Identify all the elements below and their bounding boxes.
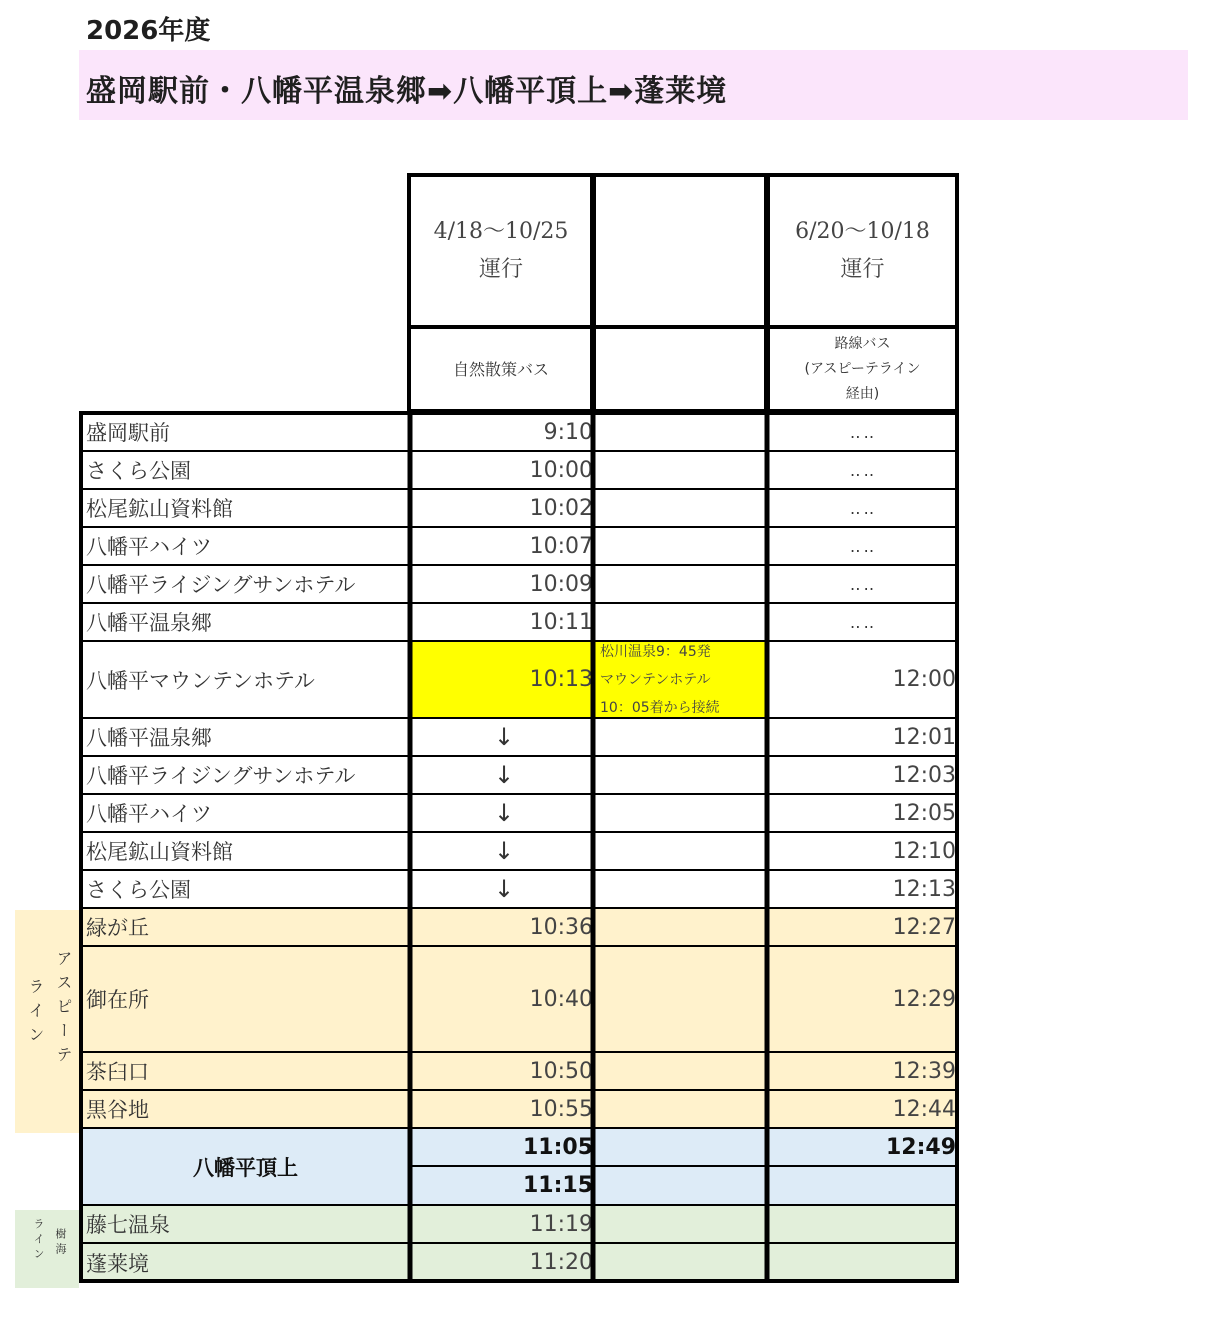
table-row (79, 908, 959, 946)
departure-time: 12:49 (885, 1134, 956, 1160)
stop-name: 八幡平温泉郷 (86, 611, 212, 635)
table-row (79, 1243, 959, 1282)
down-arrow-icon: ↓ (493, 837, 515, 865)
jukai-line-band (15, 1210, 79, 1288)
not-served-dots: ‥‥ (849, 536, 878, 556)
stop-name: 八幡平温泉郷 (86, 726, 212, 750)
departure-time: 10:07 (529, 533, 593, 559)
down-arrow-icon: ↓ (493, 723, 515, 751)
stop-name: 御在所 (86, 988, 149, 1012)
jukai-line-label-2: ライン (32, 1218, 45, 1263)
stop-name: 緑が丘 (86, 916, 149, 940)
table-row (79, 870, 959, 908)
departure-time: 10:02 (529, 495, 593, 521)
departure-time: 11:15 (522, 1173, 593, 1198)
stop-name: 松尾鉱山資料館 (86, 840, 233, 864)
stop-name: 松尾鉱山資料館 (86, 497, 233, 521)
blank-time-cell (596, 946, 768, 1052)
table-row (79, 1052, 959, 1090)
departure-time: 10:36 (529, 914, 593, 940)
departure-time: 10:50 (529, 1058, 593, 1084)
departure-time: 10:09 (529, 571, 593, 597)
connection-note-line: 10：05着から接続 (600, 699, 720, 716)
table-row (79, 565, 959, 603)
col1-type-header (411, 329, 591, 409)
departure-time (768, 1205, 959, 1243)
col3-status: 運行 (840, 257, 885, 282)
stop-name: 盛岡駅前 (86, 421, 170, 445)
blank-time-cell (596, 1052, 768, 1090)
blank-time-cell (596, 1205, 768, 1243)
down-arrow-icon: ↓ (493, 761, 515, 789)
blank-time-cell (596, 489, 768, 527)
table-row (79, 641, 959, 718)
table-row (79, 756, 959, 794)
blank-time-cell (596, 1243, 768, 1282)
departure-time: 12:05 (892, 800, 956, 826)
not-served-dots: ‥‥ (849, 574, 878, 594)
blank-time-cell (596, 1128, 768, 1205)
departure-time: 11:05 (522, 1134, 593, 1160)
departure-time: 12:27 (892, 914, 956, 940)
connection-note (596, 641, 768, 718)
stop-name: 八幡平頂上 (193, 1155, 298, 1180)
blank-time-cell (596, 413, 768, 451)
table-row (79, 946, 959, 1052)
table-row (79, 451, 959, 489)
col1-date: 4/18～10/25 (433, 219, 569, 244)
blank-time-cell (596, 908, 768, 946)
table-row (79, 718, 959, 756)
departure-time: 11:20 (529, 1250, 593, 1275)
departure-time: 12:13 (892, 876, 956, 902)
jukai-line-label-1: 樹海 (54, 1228, 67, 1258)
departure-time: 12:00 (892, 667, 956, 692)
col1-status: 運行 (478, 257, 523, 282)
table-row (79, 1205, 959, 1243)
stop-name: 八幡平マウンテンホテル (86, 668, 315, 693)
not-served-dots: ‥‥ (849, 422, 878, 442)
col3-date: 6/20～10/18 (795, 219, 930, 244)
departure-time: 10:55 (529, 1096, 593, 1122)
stop-name: さくら公園 (86, 878, 191, 902)
departure-time: 10:13 (412, 641, 596, 718)
col1-type: 自然散策バス (452, 359, 549, 379)
down-arrow-icon: ↓ (493, 875, 515, 903)
col3-type-header (770, 329, 955, 409)
table-row (79, 527, 959, 565)
blank-time-cell (596, 527, 768, 565)
table-row (79, 603, 959, 641)
departure-time: 12:03 (892, 762, 956, 788)
col3-type-line: (アスピーテライン (804, 360, 921, 377)
stop-name: 藤七温泉 (86, 1213, 170, 1237)
departure-time: 11:19 (529, 1211, 593, 1237)
departure-time: 12:29 (892, 986, 956, 1012)
departure-time: 12:10 (892, 838, 956, 864)
table-row (79, 1128, 959, 1205)
col1-date-header (411, 177, 591, 325)
not-served-dots: ‥‥ (849, 612, 878, 632)
aspite-line-label-2: ライン (26, 978, 45, 1050)
blank-time-cell (596, 870, 768, 908)
connection-note-line: 松川温泉9：45発 (600, 643, 711, 660)
blank-time-cell (596, 1090, 768, 1128)
down-arrow-icon: ↓ (493, 799, 515, 827)
stop-name: 八幡平ハイツ (86, 802, 212, 826)
departure-time: 9:10 (543, 419, 593, 445)
stop-name: さくら公園 (86, 459, 191, 483)
col3-date-header (770, 177, 955, 325)
departure-time: 12:39 (892, 1058, 956, 1084)
blank-time-cell (596, 832, 768, 870)
blank-time-cell (596, 756, 768, 794)
stop-name: 八幡平ライジングサンホテル (86, 573, 356, 597)
table-row (79, 832, 959, 870)
col3-type-line: 経由) (845, 385, 880, 402)
departure-time: 12:44 (892, 1096, 956, 1122)
table-row (79, 1090, 959, 1128)
stop-name: 八幡平ハイツ (86, 535, 212, 559)
departure-time: 10:11 (529, 609, 593, 635)
stop-name: 八幡平ライジングサンホテル (86, 764, 356, 788)
col3-type-line: 路線バス (834, 335, 891, 352)
departure-time: 10:00 (529, 457, 593, 483)
table-row (79, 794, 959, 832)
table-row (79, 489, 959, 527)
blank-time-cell (596, 565, 768, 603)
not-served-dots: ‥‥ (849, 498, 878, 518)
blank-time-cell (596, 794, 768, 832)
blank-time-cell (596, 603, 768, 641)
stop-name: 黒谷地 (86, 1098, 149, 1122)
stop-name: 蓬莱境 (86, 1251, 149, 1276)
not-served-dots: ‥‥ (849, 460, 878, 480)
departure-time: 10:40 (529, 986, 593, 1012)
connection-note-line: マウンテンホテル (600, 671, 711, 688)
table-row (79, 413, 959, 451)
departure-time: 12:01 (892, 724, 956, 750)
blank-time-cell (596, 718, 768, 756)
route-title: 盛岡駅前・八幡平温泉郷➡八幡平頂上➡蓬莱境 (86, 74, 728, 109)
blank-time-cell (596, 451, 768, 489)
aspite-line-label-1: アスピーテ (54, 950, 73, 1070)
departure-time (768, 1243, 959, 1282)
stop-name: 茶臼口 (86, 1060, 149, 1084)
fiscal-year-label: 2026年度 (86, 16, 211, 46)
